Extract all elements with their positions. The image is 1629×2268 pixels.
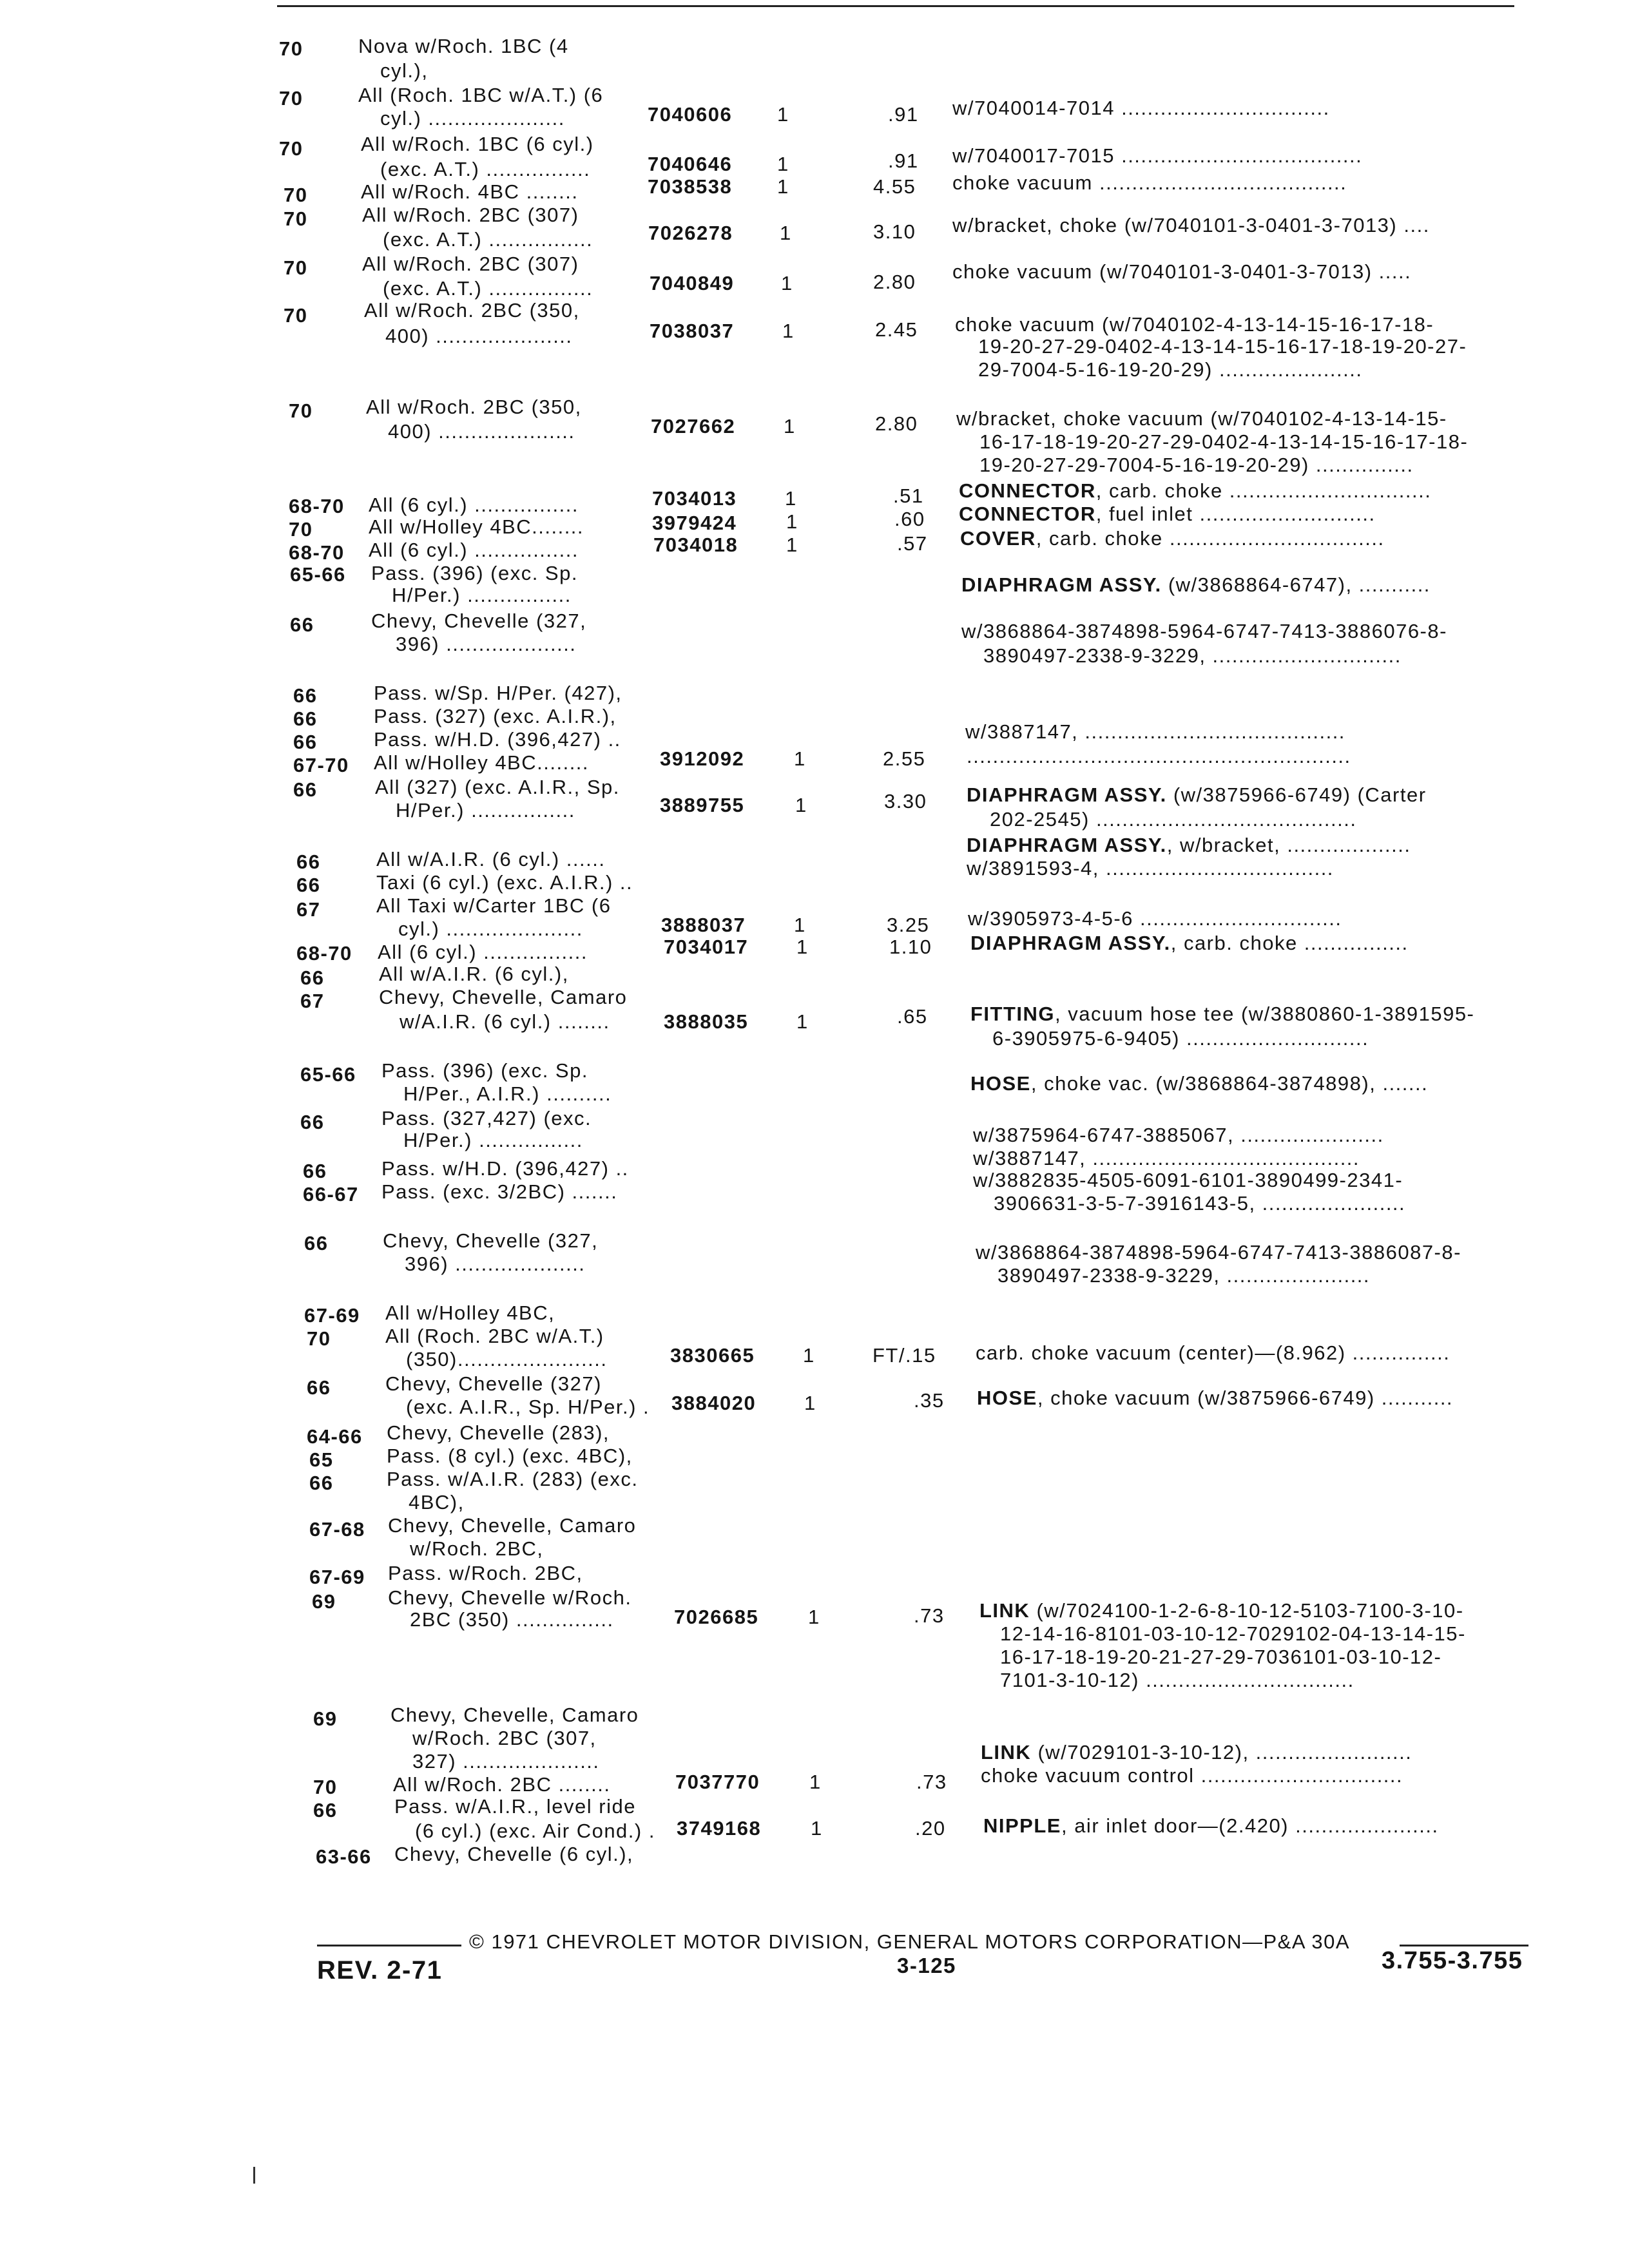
part-number: 7034013 xyxy=(652,487,737,510)
row-year: 70 xyxy=(284,256,308,279)
desc-rest: , choke vac. (w/3868864-3874898), ....... xyxy=(1030,1072,1429,1095)
description xyxy=(967,783,1427,807)
row-application: Chevy, Chevelle w/Roch. xyxy=(388,1586,632,1609)
desc-rest: , vacuum hose tee (w/3880860-1-3891595- xyxy=(1055,1003,1475,1025)
desc-keyword: HOSE xyxy=(977,1387,1037,1409)
row-application: Pass. (327) (exc. A.I.R.), xyxy=(374,705,617,727)
price: 3.30 xyxy=(884,790,927,812)
desc-rest: , carb. choke ................................. xyxy=(1036,527,1385,550)
row-application: cyl.) ..................... xyxy=(380,107,565,130)
row-year: 70 xyxy=(307,1327,331,1350)
group-number: 3.755-3.755 xyxy=(1382,1947,1523,1974)
price: .91 xyxy=(888,103,919,126)
row-year: 66 xyxy=(296,850,321,873)
row-application: Pass. (327,427) (exc. xyxy=(381,1107,592,1129)
description: w/3875964-6747-3885067, ...................... xyxy=(973,1124,1384,1146)
description xyxy=(959,479,1431,503)
row-application: Pass. w/H.D. (396,427) .. xyxy=(374,728,621,751)
part-number: 3912092 xyxy=(660,747,745,770)
row-year: 70 xyxy=(279,37,304,60)
price: 2.55 xyxy=(883,747,926,770)
description xyxy=(977,1387,1453,1410)
price: FT/.15 xyxy=(872,1344,936,1367)
row-year: 66 xyxy=(293,684,318,707)
part-number: 7040646 xyxy=(648,153,733,175)
row-year: 66 xyxy=(309,1472,334,1494)
row-year: 67 xyxy=(296,898,321,921)
description xyxy=(979,1599,1464,1622)
desc-rest: , choke vacuum (w/3875966-6749) ........... xyxy=(1037,1387,1454,1409)
row-application: (exc. A.T.) ................ xyxy=(380,158,591,180)
row-application: All (Roch. 1BC w/A.T.) (6 xyxy=(358,84,604,106)
price: .73 xyxy=(916,1771,947,1793)
row-year: 66 xyxy=(296,874,321,896)
desc-rest: (w/3868864-6747), ........... xyxy=(1161,573,1431,596)
desc-rest: (w/7024100-1-2-6-8-10-12-5103-7100-3-10- xyxy=(1030,1599,1464,1622)
row-year: 63-66 xyxy=(316,1845,372,1868)
row-application: cyl.), xyxy=(380,59,429,82)
description: w/3887147, ......................................... xyxy=(973,1147,1360,1169)
part-number: 7027662 xyxy=(651,415,736,437)
description: choke vacuum control ............................... xyxy=(981,1764,1403,1787)
row-application: H/Per., A.I.R.) .......... xyxy=(403,1082,612,1105)
row-application: (exc. A.T.) ................ xyxy=(383,228,593,251)
row-year: 70 xyxy=(279,137,304,160)
quantity: 1 xyxy=(804,1392,816,1414)
row-application: Chevy, Chevelle (6 cyl.), xyxy=(394,1843,634,1865)
row-year: 70 xyxy=(313,1776,338,1798)
desc-keyword: DIAPHRAGM ASSY. xyxy=(967,834,1167,856)
part-number: 7026278 xyxy=(648,222,733,244)
row-application: All (Roch. 2BC w/A.T.) xyxy=(385,1325,604,1347)
page-number: 3-125 xyxy=(897,1954,956,1977)
margin-mark xyxy=(253,2167,255,2184)
part-number: 7038538 xyxy=(648,175,733,198)
footer-rule-left xyxy=(317,1945,461,1946)
row-application: 2BC (350) ............... xyxy=(410,1608,614,1631)
part-number: 7040606 xyxy=(648,103,733,126)
price: 3.25 xyxy=(887,914,930,936)
description xyxy=(970,1003,1474,1026)
top-rule xyxy=(277,5,1514,7)
quantity: 1 xyxy=(777,153,789,175)
price: 2.80 xyxy=(873,271,916,293)
row-year: 68-70 xyxy=(289,495,345,517)
price: .35 xyxy=(914,1389,945,1412)
description xyxy=(981,1741,1412,1764)
row-year: 66 xyxy=(300,1111,325,1133)
row-year: 66 xyxy=(307,1376,331,1399)
quantity: 1 xyxy=(796,936,809,958)
quantity: 1 xyxy=(777,175,789,198)
quantity: 1 xyxy=(795,794,807,816)
row-application: Chevy, Chevelle (283), xyxy=(387,1421,610,1444)
row-application: 400) ..................... xyxy=(388,420,575,443)
description: w/bracket, choke (w/7040101-3-0401-3-7013) .... xyxy=(952,214,1430,236)
quantity: 1 xyxy=(794,914,806,936)
row-application: (350)....................... xyxy=(406,1348,608,1370)
desc-keyword: COVER xyxy=(960,527,1036,550)
description xyxy=(970,932,1409,955)
quantity: 1 xyxy=(808,1606,820,1628)
description xyxy=(960,527,1385,550)
desc-rest: (w/3875966-6749) (Carter xyxy=(1166,783,1427,806)
description: w/3882835-4505-6091-6101-3890499-2341- xyxy=(973,1169,1403,1191)
row-application: Pass. (396) (exc. Sp. xyxy=(381,1059,588,1082)
description: 3890497-2338-9-3229, ............................. xyxy=(983,644,1402,667)
quantity: 1 xyxy=(781,272,793,294)
description: w/3887147, ........................................ xyxy=(965,720,1345,743)
description: choke vacuum (w/7040101-3-0401-3-7013) ..... xyxy=(952,260,1412,283)
row-year: 66 xyxy=(303,1160,327,1182)
desc-keyword: DIAPHRAGM ASSY. xyxy=(961,573,1162,596)
price: 2.45 xyxy=(875,318,918,341)
description: 19-20-27-29-7004-5-16-19-20-29) ............... xyxy=(979,454,1414,476)
row-application: (6 cyl.) (exc. Air Cond.) . xyxy=(415,1820,655,1842)
row-year: 65 xyxy=(309,1448,334,1471)
row-year: 66 xyxy=(293,731,318,753)
part-number: 7034017 xyxy=(664,936,749,958)
row-application: w/Roch. 2BC (307, xyxy=(412,1727,597,1749)
part-number: 3830665 xyxy=(670,1344,755,1367)
row-application: Pass. (8 cyl.) (exc. 4BC), xyxy=(387,1445,633,1467)
quantity: 1 xyxy=(784,415,796,437)
row-year: 65-66 xyxy=(300,1063,356,1086)
desc-keyword: CONNECTOR xyxy=(959,503,1096,525)
row-application: Chevy, Chevelle (327, xyxy=(383,1229,599,1252)
description: w/3905973-4-5-6 ............................... xyxy=(968,907,1342,930)
part-number: 3888037 xyxy=(661,914,746,936)
row-application: All w/Holley 4BC........ xyxy=(374,751,590,774)
row-year: 67-69 xyxy=(309,1566,365,1588)
description: 16-17-18-19-20-27-29-0402-4-13-14-15-16-17-18- xyxy=(979,430,1469,453)
quantity: 1 xyxy=(809,1771,822,1793)
quantity: 1 xyxy=(794,747,806,770)
row-year: 70 xyxy=(284,184,308,206)
desc-keyword: CONNECTOR xyxy=(959,479,1096,502)
description: 6-3905975-6-9405) ............................ xyxy=(992,1027,1369,1050)
quantity: 1 xyxy=(786,533,798,556)
row-application: Pass. w/A.I.R. (283) (exc. xyxy=(387,1468,639,1490)
quantity: 1 xyxy=(777,103,789,126)
description: 16-17-18-19-20-21-27-29-7036101-03-10-12- xyxy=(1000,1646,1442,1668)
row-application: Pass. w/Roch. 2BC, xyxy=(388,1562,583,1584)
desc-keyword: DIAPHRAGM ASSY. xyxy=(967,783,1167,806)
description: w/3891593-4, ................................... xyxy=(967,857,1334,879)
row-application: 327) ..................... xyxy=(412,1750,600,1773)
row-year: 67-69 xyxy=(304,1304,360,1327)
row-application: All w/A.I.R. (6 cyl.), xyxy=(379,963,569,985)
price: .65 xyxy=(897,1005,928,1028)
row-year: 68-70 xyxy=(289,541,345,564)
row-application: All w/Roch. 1BC (6 cyl.) xyxy=(361,133,594,155)
description: w/3868864-3874898-5964-6747-7413-3886076-8- xyxy=(961,620,1447,642)
desc-rest: , w/bracket, ................... xyxy=(1166,834,1411,856)
description xyxy=(961,573,1431,597)
part-number: 3889755 xyxy=(660,794,745,816)
price: .51 xyxy=(893,485,924,507)
desc-rest: , fuel inlet ........................... xyxy=(1095,503,1376,525)
row-year: 66 xyxy=(290,613,314,636)
row-application: Chevy, Chevelle, Camaro xyxy=(388,1514,637,1537)
row-application: Nova w/Roch. 1BC (4 xyxy=(358,35,569,57)
row-year: 70 xyxy=(289,399,313,422)
row-application: Pass. w/A.I.R., level ride xyxy=(394,1795,636,1818)
row-year: 66 xyxy=(304,1232,329,1254)
price: 4.55 xyxy=(873,175,916,198)
part-number: 7038037 xyxy=(650,320,735,342)
description: 19-20-27-29-0402-4-13-14-15-16-17-18-19-20-27- xyxy=(978,335,1467,358)
part-number: 7034018 xyxy=(653,533,738,556)
footer-rule-right xyxy=(1400,1945,1528,1946)
part-number: 7026685 xyxy=(674,1606,759,1628)
description: 3906631-3-5-7-3916143-5, ...................... xyxy=(994,1192,1406,1215)
row-year: 65-66 xyxy=(290,563,346,586)
desc-rest: , air inlet door—(2.420) ...................... xyxy=(1061,1814,1439,1837)
row-application: 396) .................... xyxy=(405,1253,586,1275)
description: 29-7004-5-16-19-20-29) ...................... xyxy=(978,358,1363,381)
row-application: All w/Roch. 2BC (350, xyxy=(366,396,582,418)
description: ........................................................... xyxy=(967,745,1351,767)
row-application: 396) .................... xyxy=(396,633,577,655)
row-application: H/Per.) ................ xyxy=(403,1129,583,1151)
row-year: 69 xyxy=(312,1590,336,1613)
row-application: Pass. w/H.D. (396,427) .. xyxy=(381,1157,629,1180)
desc-rest: , carb. choke ................ xyxy=(1170,932,1409,954)
row-year: 67-70 xyxy=(293,754,349,776)
row-year: 66-67 xyxy=(303,1183,359,1206)
row-application: w/A.I.R. (6 cyl.) ........ xyxy=(400,1010,610,1033)
row-application: w/Roch. 2BC, xyxy=(410,1537,544,1560)
desc-keyword: LINK xyxy=(981,1741,1032,1763)
desc-keyword: LINK xyxy=(979,1599,1030,1622)
part-number: 3888035 xyxy=(664,1010,749,1033)
quantity: 1 xyxy=(780,222,792,244)
row-application: All w/Roch. 2BC (307) xyxy=(362,253,579,275)
row-application: Taxi (6 cyl.) (exc. A.I.R.) .. xyxy=(376,871,633,894)
price: 3.10 xyxy=(873,220,916,243)
row-application: All w/Holley 4BC........ xyxy=(369,515,584,538)
description xyxy=(970,1072,1428,1095)
part-number: 3884020 xyxy=(671,1392,757,1414)
row-application: All w/Roch. 4BC ........ xyxy=(361,180,579,203)
revision-label: REV. 2-71 xyxy=(317,1956,443,1984)
description xyxy=(967,834,1411,857)
row-application: 400) ..................... xyxy=(385,325,573,347)
price: .57 xyxy=(897,532,928,555)
quantity: 1 xyxy=(803,1344,815,1367)
row-year: 70 xyxy=(289,518,313,541)
row-year: 70 xyxy=(284,304,308,327)
desc-keyword: NIPPLE xyxy=(983,1814,1061,1837)
row-application: All (6 cyl.) ................ xyxy=(369,494,579,516)
row-application: Chevy, Chevelle, Camaro xyxy=(379,986,628,1008)
desc-keyword: HOSE xyxy=(970,1072,1031,1095)
row-year: 69 xyxy=(313,1707,338,1730)
description: carb. choke vacuum (center)—(8.962) ............... xyxy=(976,1341,1451,1364)
price: 2.80 xyxy=(875,412,918,435)
description: w/7040017-7015 ..................................... xyxy=(952,144,1363,167)
price: .73 xyxy=(914,1604,945,1627)
quantity: 1 xyxy=(782,320,795,342)
quantity: 1 xyxy=(786,510,798,533)
row-application: All (6 cyl.) ................ xyxy=(378,941,588,963)
row-year: 67-68 xyxy=(309,1518,365,1541)
row-application: Pass. (396) (exc. Sp. xyxy=(371,562,578,584)
row-application: Chevy, Chevelle (327) xyxy=(385,1372,602,1395)
desc-rest: (w/7029101-3-10-12), ........................ xyxy=(1031,1741,1412,1763)
description: w/bracket, choke vacuum (w/7040102-4-13-14-15- xyxy=(956,407,1447,430)
description: choke vacuum ...................................... xyxy=(952,171,1347,194)
row-application: cyl.) ..................... xyxy=(398,918,583,940)
price: .20 xyxy=(915,1817,946,1840)
row-year: 68-70 xyxy=(296,942,352,965)
description xyxy=(983,1814,1439,1838)
price: 1.10 xyxy=(889,936,932,958)
description: 12-14-16-8101-03-10-12-7029102-04-13-14-15- xyxy=(1000,1622,1466,1645)
row-application: All (327) (exc. A.I.R., Sp. xyxy=(375,776,620,798)
row-year: 66 xyxy=(293,778,318,801)
row-application: (exc. A.T.) ................ xyxy=(383,277,593,300)
row-application: Pass. w/Sp. H/Per. (427), xyxy=(374,682,622,704)
row-application: All w/Holley 4BC, xyxy=(385,1302,555,1324)
description xyxy=(959,503,1376,526)
description: choke vacuum (w/7040102-4-13-14-15-16-17-18- xyxy=(955,313,1434,336)
row-application: Pass. (exc. 3/2BC) ....... xyxy=(381,1180,618,1203)
part-number: 7040849 xyxy=(650,272,735,294)
row-application: 4BC), xyxy=(409,1491,465,1514)
description: 3890497-2338-9-3229, ...................... xyxy=(998,1264,1371,1287)
desc-keyword: FITTING xyxy=(970,1003,1055,1025)
row-application: All w/A.I.R. (6 cyl.) ...... xyxy=(376,848,606,870)
desc-rest: , carb. choke ............................... xyxy=(1095,479,1432,502)
price: .60 xyxy=(894,508,925,530)
desc-keyword: DIAPHRAGM ASSY. xyxy=(970,932,1171,954)
row-year: 66 xyxy=(300,966,325,989)
part-number: 3749168 xyxy=(677,1817,762,1840)
part-number: 3979424 xyxy=(652,512,737,534)
description: w/7040014-7014 ................................ xyxy=(952,97,1330,119)
row-application: All w/Roch. 2BC (307) xyxy=(362,204,579,226)
row-application: All Taxi w/Carter 1BC (6 xyxy=(376,894,612,917)
row-application: H/Per.) ................ xyxy=(396,799,575,822)
row-application: All (6 cyl.) ................ xyxy=(369,539,579,561)
copyright-line: © 1971 CHEVROLET MOTOR DIVISION, GENERAL MOTORS CORPORATION—P&A 30A xyxy=(469,1930,1351,1953)
row-year: 70 xyxy=(284,207,308,230)
quantity: 1 xyxy=(785,487,797,510)
row-year: 66 xyxy=(293,707,318,730)
quantity: 1 xyxy=(811,1817,823,1840)
row-application: (exc. A.I.R., Sp. H/Per.) . xyxy=(406,1396,650,1418)
row-year: 67 xyxy=(300,990,325,1012)
row-application: Chevy, Chevelle, Camaro xyxy=(390,1704,639,1726)
description: 202-2545) ........................................ xyxy=(990,808,1357,831)
row-year: 66 xyxy=(313,1799,338,1821)
row-application: All w/Roch. 2BC (350, xyxy=(364,299,580,322)
row-year: 64-66 xyxy=(307,1425,363,1448)
row-application: Chevy, Chevelle (327, xyxy=(371,610,587,632)
quantity: 1 xyxy=(796,1010,809,1033)
row-year: 70 xyxy=(279,87,304,110)
part-number: 7037770 xyxy=(675,1771,760,1793)
description: w/3868864-3874898-5964-6747-7413-3886087-8- xyxy=(976,1241,1461,1264)
description: 7101-3-10-12) ................................ xyxy=(1000,1669,1354,1691)
price: .91 xyxy=(888,149,919,172)
row-application: H/Per.) ................ xyxy=(392,584,572,606)
row-application: All w/Roch. 2BC ........ xyxy=(393,1773,611,1796)
